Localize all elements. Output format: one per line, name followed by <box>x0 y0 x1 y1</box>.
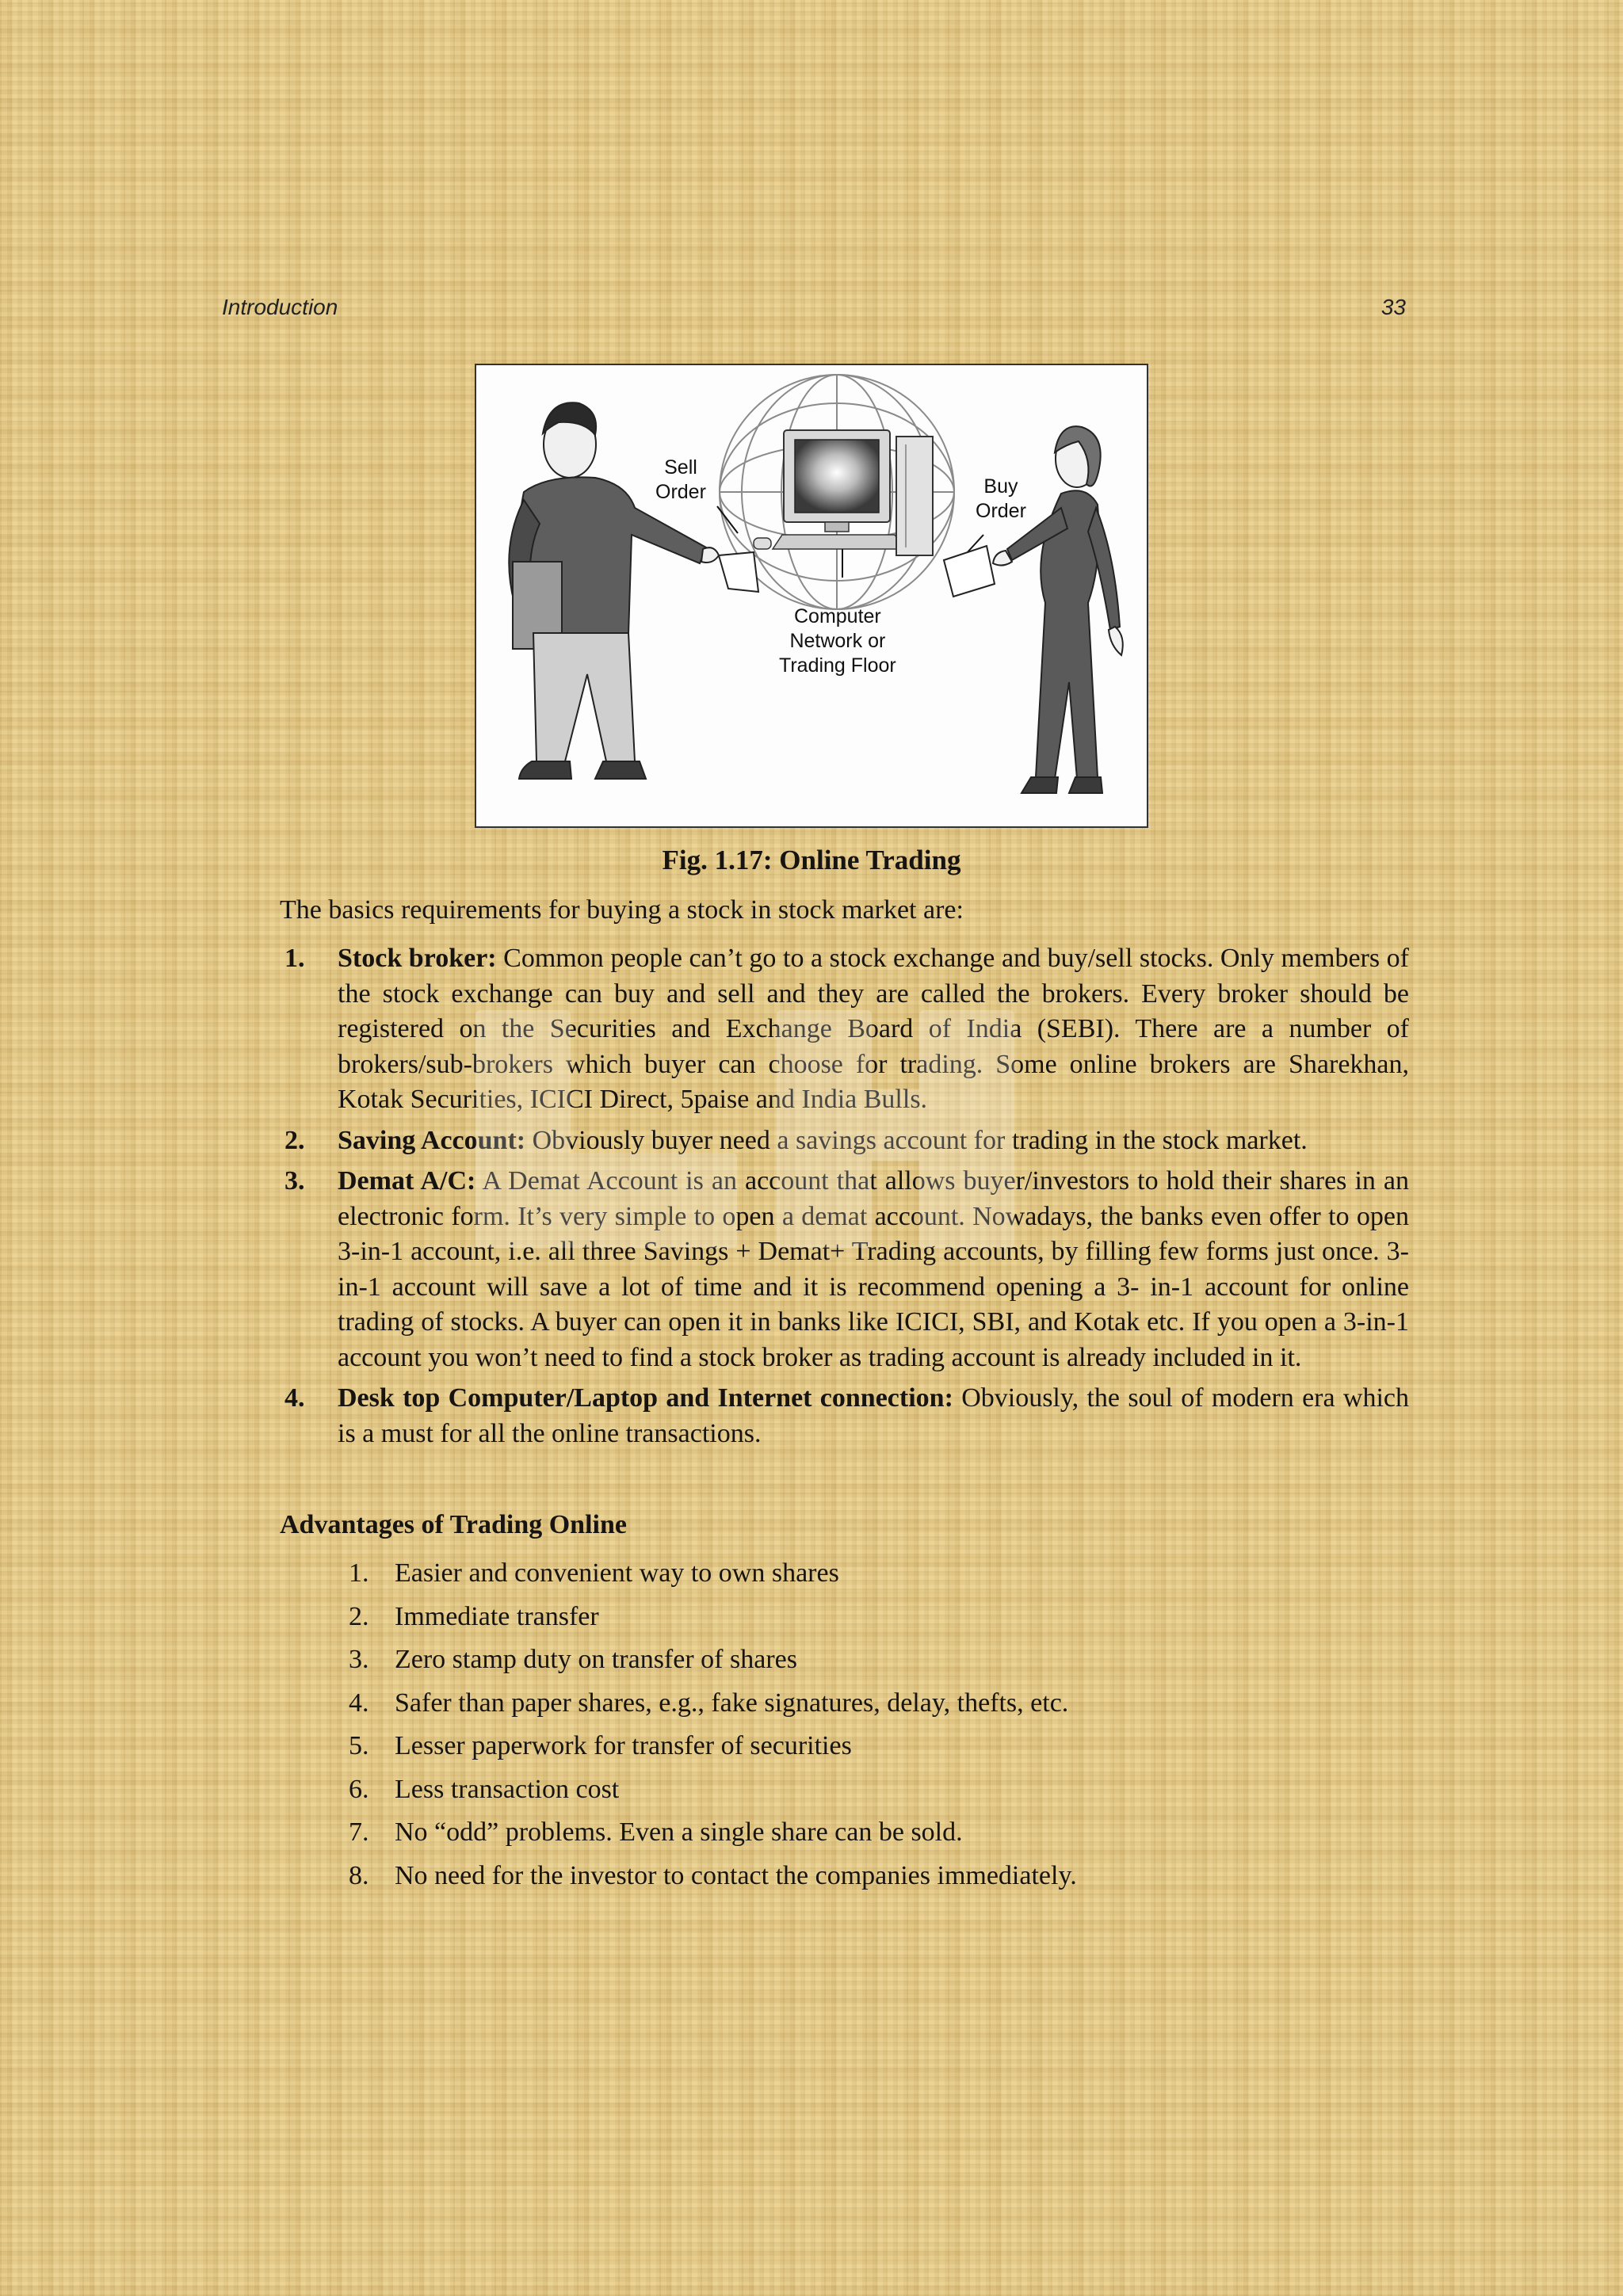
list-item <box>280 1381 1409 1451</box>
buyer-woman-icon <box>944 426 1123 793</box>
list-item <box>349 1815 1077 1859</box>
running-head-section: Introduction <box>222 295 338 319</box>
list-item-number: 5. <box>349 1731 369 1760</box>
list-item-text: Easier and convenient way to own shares <box>395 1558 839 1588</box>
list-item-title: Saving Account: <box>338 1125 526 1155</box>
list-item <box>349 1859 1077 1902</box>
list-item <box>280 1123 1409 1159</box>
list-item <box>280 1164 1409 1375</box>
list-item-number: 3. <box>285 1166 305 1196</box>
list-item-text: Common people can’t go to a stock exchange and buy/sell stocks. Only members of the stock exchange can buy and sell and they are called the brokers. Every broker should be registered on the Securities and Exchange Board of India (SEBI). There are a number of brokers/sub-brokers which buyer can choose for trading. Some online brokers are Sharekhan, Kotak Securities, ICICI Direct, 5paise and India Bulls. <box>338 944 1410 1114</box>
sell-order-label: Sell Order <box>655 456 706 503</box>
figure-caption: Fig. 1.17: Online Trading <box>662 845 961 875</box>
list-item-number: 4. <box>285 1383 305 1413</box>
list-item-number: 1. <box>349 1558 369 1588</box>
intro-text: The basics requirements for buying a stock in stock market are: <box>280 895 964 925</box>
list-item-number: 7. <box>349 1817 369 1847</box>
list-item-number: 1. <box>285 944 305 973</box>
list-item <box>349 1600 1077 1643</box>
list-item-title: Stock broker: <box>338 944 497 973</box>
list-item <box>349 1642 1077 1686</box>
list-item-title: Demat A/C: <box>338 1166 476 1196</box>
list-item-text: Less transaction cost <box>395 1774 620 1804</box>
page-number: 33 <box>1381 295 1406 319</box>
list-item-text: No need for the investor to contact the companies immediately. <box>395 1860 1077 1890</box>
list-item-text: Obviously, the soul of modern era which is a must for all the online transactions. <box>338 1383 1409 1448</box>
network-label: Computer Network or Trading Floor <box>779 605 896 677</box>
list-item-text: A Demat Account is an account that allows buyer/investors to hold their shares in an electronic form. It’s very simple to open a demat account. Nowadays, the banks even offer to open 3-in-1 account, i.e. all three Savings + Demat+ Trading accounts, by filling few forms just once. 3-in-1 account will save a lot of time and it is recommend opening a 3- in-1 account for online trading of stocks. A buyer can open it in banks like ICICI, SBI, and Kotak etc. If you open a 3-in-1 account you won’t need to find a stock broker as trading account is already included in it. <box>338 1166 1409 1372</box>
online-trading-figure <box>475 364 1148 828</box>
list-item-text: No “odd” problems. Even a single share can be sold. <box>395 1817 963 1847</box>
list-item-text: Obviously buyer need a savings account for trading in the stock market. <box>525 1125 1308 1155</box>
list-item <box>280 941 1409 1118</box>
trading-illustration <box>476 365 1147 826</box>
list-item-number: 8. <box>349 1860 369 1890</box>
list-item-number: 2. <box>349 1601 369 1631</box>
list-item-text: Zero stamp duty on transfer of shares <box>395 1645 797 1674</box>
buy-order-label: Buy Order <box>976 475 1026 522</box>
list-item-number: 3. <box>349 1645 369 1674</box>
list-item <box>349 1556 1077 1600</box>
list-item <box>349 1686 1077 1730</box>
list-item-text: Safer than paper shares, e.g., fake signatures, delay, thefts, etc. <box>395 1688 1069 1718</box>
list-item <box>349 1772 1077 1816</box>
list-item-text: Immediate transfer <box>395 1601 599 1631</box>
list-item-number: 4. <box>349 1688 369 1718</box>
list-item <box>349 1729 1077 1772</box>
requirements-list <box>280 941 1409 1457</box>
seller-man-icon <box>509 402 758 779</box>
list-item-text: Lesser paperwork for transfer of securities <box>395 1731 852 1760</box>
list-item-number: 2. <box>285 1125 305 1155</box>
advantages-list <box>349 1556 1077 1901</box>
advantages-heading: Advantages of Trading Online <box>280 1510 627 1539</box>
list-item-number: 6. <box>349 1774 369 1804</box>
list-item-title: Desk top Computer/Laptop and Internet connection: <box>338 1383 953 1413</box>
